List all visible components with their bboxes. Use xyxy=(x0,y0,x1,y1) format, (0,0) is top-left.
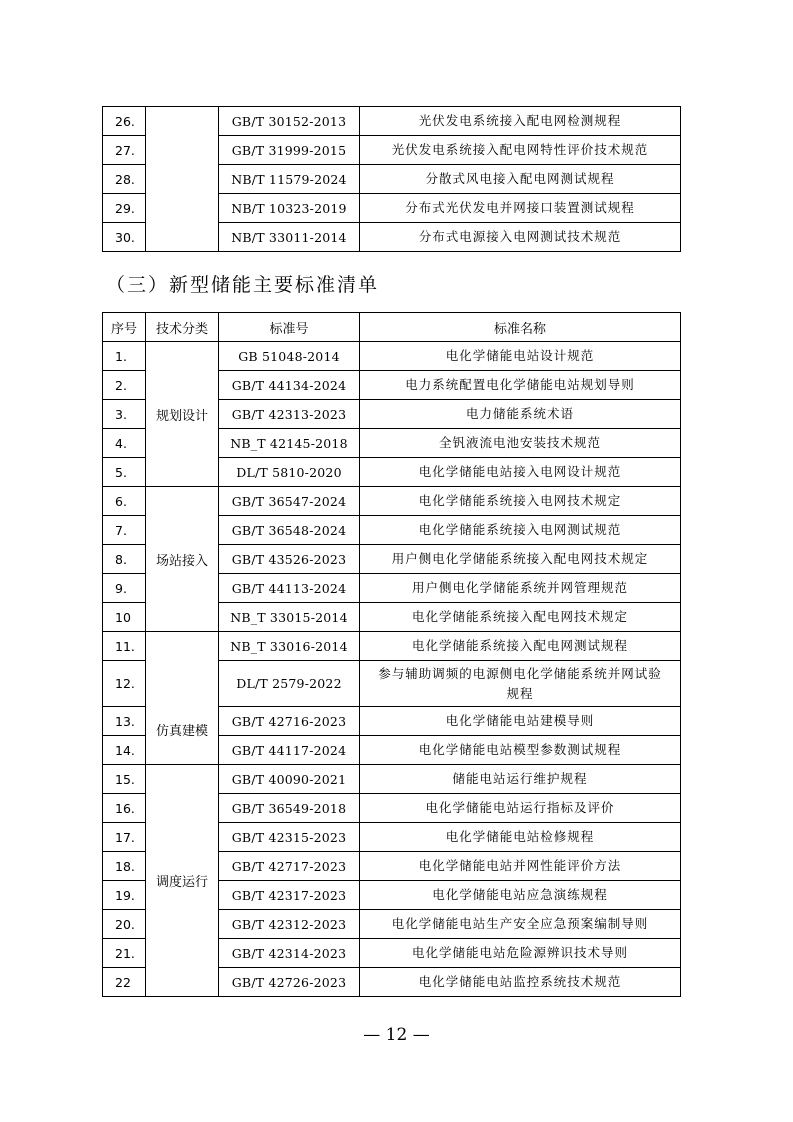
standard-name: 储能电站运行维护规程 xyxy=(360,765,681,794)
standard-name: 电化学储能电站生产安全应急预案编制导则 xyxy=(360,910,681,939)
row-number: 8. xyxy=(103,545,146,574)
row-number: 29. xyxy=(103,194,146,223)
standard-name: 光伏发电系统接入配电网检测规程 xyxy=(360,107,681,136)
row-number: 22 xyxy=(103,968,146,997)
standard-code: GB/T 42315-2023 xyxy=(219,823,360,852)
row-number: 27. xyxy=(103,136,146,165)
standard-name: 电化学储能电站并网性能评价方法 xyxy=(360,852,681,881)
row-number: 26. xyxy=(103,107,146,136)
row-number: 30. xyxy=(103,223,146,252)
row-number: 1. xyxy=(103,342,146,371)
row-number: 7. xyxy=(103,516,146,545)
standard-name: 全钒液流电池安装技术规范 xyxy=(360,429,681,458)
category-planning: 规划设计 xyxy=(146,342,219,487)
row-number: 20. xyxy=(103,910,146,939)
standard-code: NB/T 33011-2014 xyxy=(219,223,360,252)
row-number: 4. xyxy=(103,429,146,458)
standard-name: 参与辅助调频的电源侧电化学储能系统并网试验规程 xyxy=(360,661,681,707)
table-row xyxy=(103,107,681,136)
standard-code: GB/T 30152-2013 xyxy=(219,107,360,136)
row-number: 18. xyxy=(103,852,146,881)
standard-code: GB/T 43526-2023 xyxy=(219,545,360,574)
row-number: 15. xyxy=(103,765,146,794)
standard-code: GB/T 42312-2023 xyxy=(219,910,360,939)
row-number: 19. xyxy=(103,881,146,910)
standard-name: 用户侧电化学储能系统并网管理规范 xyxy=(360,574,681,603)
standard-name: 电化学储能电站应急演练规程 xyxy=(360,881,681,910)
previous-standards-table xyxy=(102,106,681,252)
row-number: 17. xyxy=(103,823,146,852)
standard-name: 光伏发电系统接入配电网特性评价技术规范 xyxy=(360,136,681,165)
standard-code: GB/T 40090-2021 xyxy=(219,765,360,794)
table-row xyxy=(103,632,681,661)
standard-name: 电化学储能电站危险源辨识技术导则 xyxy=(360,939,681,968)
row-number: 13. xyxy=(103,707,146,736)
table-header-row xyxy=(103,313,681,342)
standard-name: 电化学储能电站检修规程 xyxy=(360,823,681,852)
standard-code: NB_T 33016-2014 xyxy=(219,632,360,661)
standard-name: 电化学储能系统接入电网测试规范 xyxy=(360,516,681,545)
standard-name: 电力系统配置电化学储能电站规划导则 xyxy=(360,371,681,400)
category-label: 仿真建模 xyxy=(155,724,208,739)
table-row xyxy=(103,765,681,794)
standard-name: 电化学储能系统接入配电网技术规定 xyxy=(360,603,681,632)
row-number: 12. xyxy=(103,661,146,707)
standard-name: 电化学储能系统接入电网技术规定 xyxy=(360,487,681,516)
standard-name: 电化学储能电站监控系统技术规范 xyxy=(360,968,681,997)
header-name: 标准名称 xyxy=(360,313,681,342)
standard-code: GB/T 36547-2024 xyxy=(219,487,360,516)
standard-name: 电化学储能电站设计规范 xyxy=(360,342,681,371)
standard-code: NB/T 10323-2019 xyxy=(219,194,360,223)
row-number: 28. xyxy=(103,165,146,194)
row-number: 11. xyxy=(103,632,146,661)
row-number: 2. xyxy=(103,371,146,400)
row-number: 21. xyxy=(103,939,146,968)
standard-code: DL/T 2579-2022 xyxy=(219,661,360,707)
standard-code: GB/T 42717-2023 xyxy=(219,852,360,881)
standard-name: 电化学储能系统接入配电网测试规程 xyxy=(360,632,681,661)
category-cell xyxy=(146,107,219,252)
row-number: 6. xyxy=(103,487,146,516)
standard-code: GB/T 42726-2023 xyxy=(219,968,360,997)
standard-code: GB/T 42313-2023 xyxy=(219,400,360,429)
standard-code: GB/T 31999-2015 xyxy=(219,136,360,165)
row-number: 10 xyxy=(103,603,146,632)
header-code: 标准号 xyxy=(219,313,360,342)
row-number: 14. xyxy=(103,736,146,765)
standard-code: GB 51048-2014 xyxy=(219,342,360,371)
table-row xyxy=(103,342,681,371)
category-simulation xyxy=(146,632,219,765)
standard-code: NB_T 42145-2018 xyxy=(219,429,360,458)
standard-code: NB/T 11579-2024 xyxy=(219,165,360,194)
category-grid-connection: 场站接入 xyxy=(146,487,219,632)
row-number: 16. xyxy=(103,794,146,823)
standard-name: 分散式风电接入配电网测试规程 xyxy=(360,165,681,194)
standard-name: 电化学储能电站接入电网设计规范 xyxy=(360,458,681,487)
standard-code: GB/T 44134-2024 xyxy=(219,371,360,400)
standard-code: GB/T 42314-2023 xyxy=(219,939,360,968)
standard-code: GB/T 44117-2024 xyxy=(219,736,360,765)
standard-name: 分布式光伏发电并网接口装置测试规程 xyxy=(360,194,681,223)
category-dispatch-operation: 调度运行 xyxy=(146,765,219,997)
row-number: 5. xyxy=(103,458,146,487)
standard-code: GB/T 42317-2023 xyxy=(219,881,360,910)
standard-code: GB/T 44113-2024 xyxy=(219,574,360,603)
header-category: 技术分类 xyxy=(146,313,219,342)
standard-name: 电化学储能电站运行指标及评价 xyxy=(360,794,681,823)
row-number: 9. xyxy=(103,574,146,603)
standard-code: GB/T 42716-2023 xyxy=(219,707,360,736)
standard-name: 电化学储能电站模型参数测试规程 xyxy=(360,736,681,765)
standard-name: 电化学储能电站建模导则 xyxy=(360,707,681,736)
standard-name: 用户侧电化学储能系统接入配电网技术规定 xyxy=(360,545,681,574)
standard-name: 分布式电源接入电网测试技术规范 xyxy=(360,223,681,252)
standard-code: NB_T 33015-2014 xyxy=(219,603,360,632)
page-number: — 12 — xyxy=(363,1025,430,1045)
standard-code: GB/T 36548-2024 xyxy=(219,516,360,545)
header-number: 序号 xyxy=(103,313,146,342)
section-heading: （三）新型储能主要标准清单 xyxy=(106,274,380,296)
standard-name: 电力储能系统术语 xyxy=(360,400,681,429)
table-row xyxy=(103,487,681,516)
energy-storage-standards-table xyxy=(102,312,681,997)
standard-code: GB/T 36549-2018 xyxy=(219,794,360,823)
standard-code: DL/T 5810-2020 xyxy=(219,458,360,487)
row-number: 3. xyxy=(103,400,146,429)
